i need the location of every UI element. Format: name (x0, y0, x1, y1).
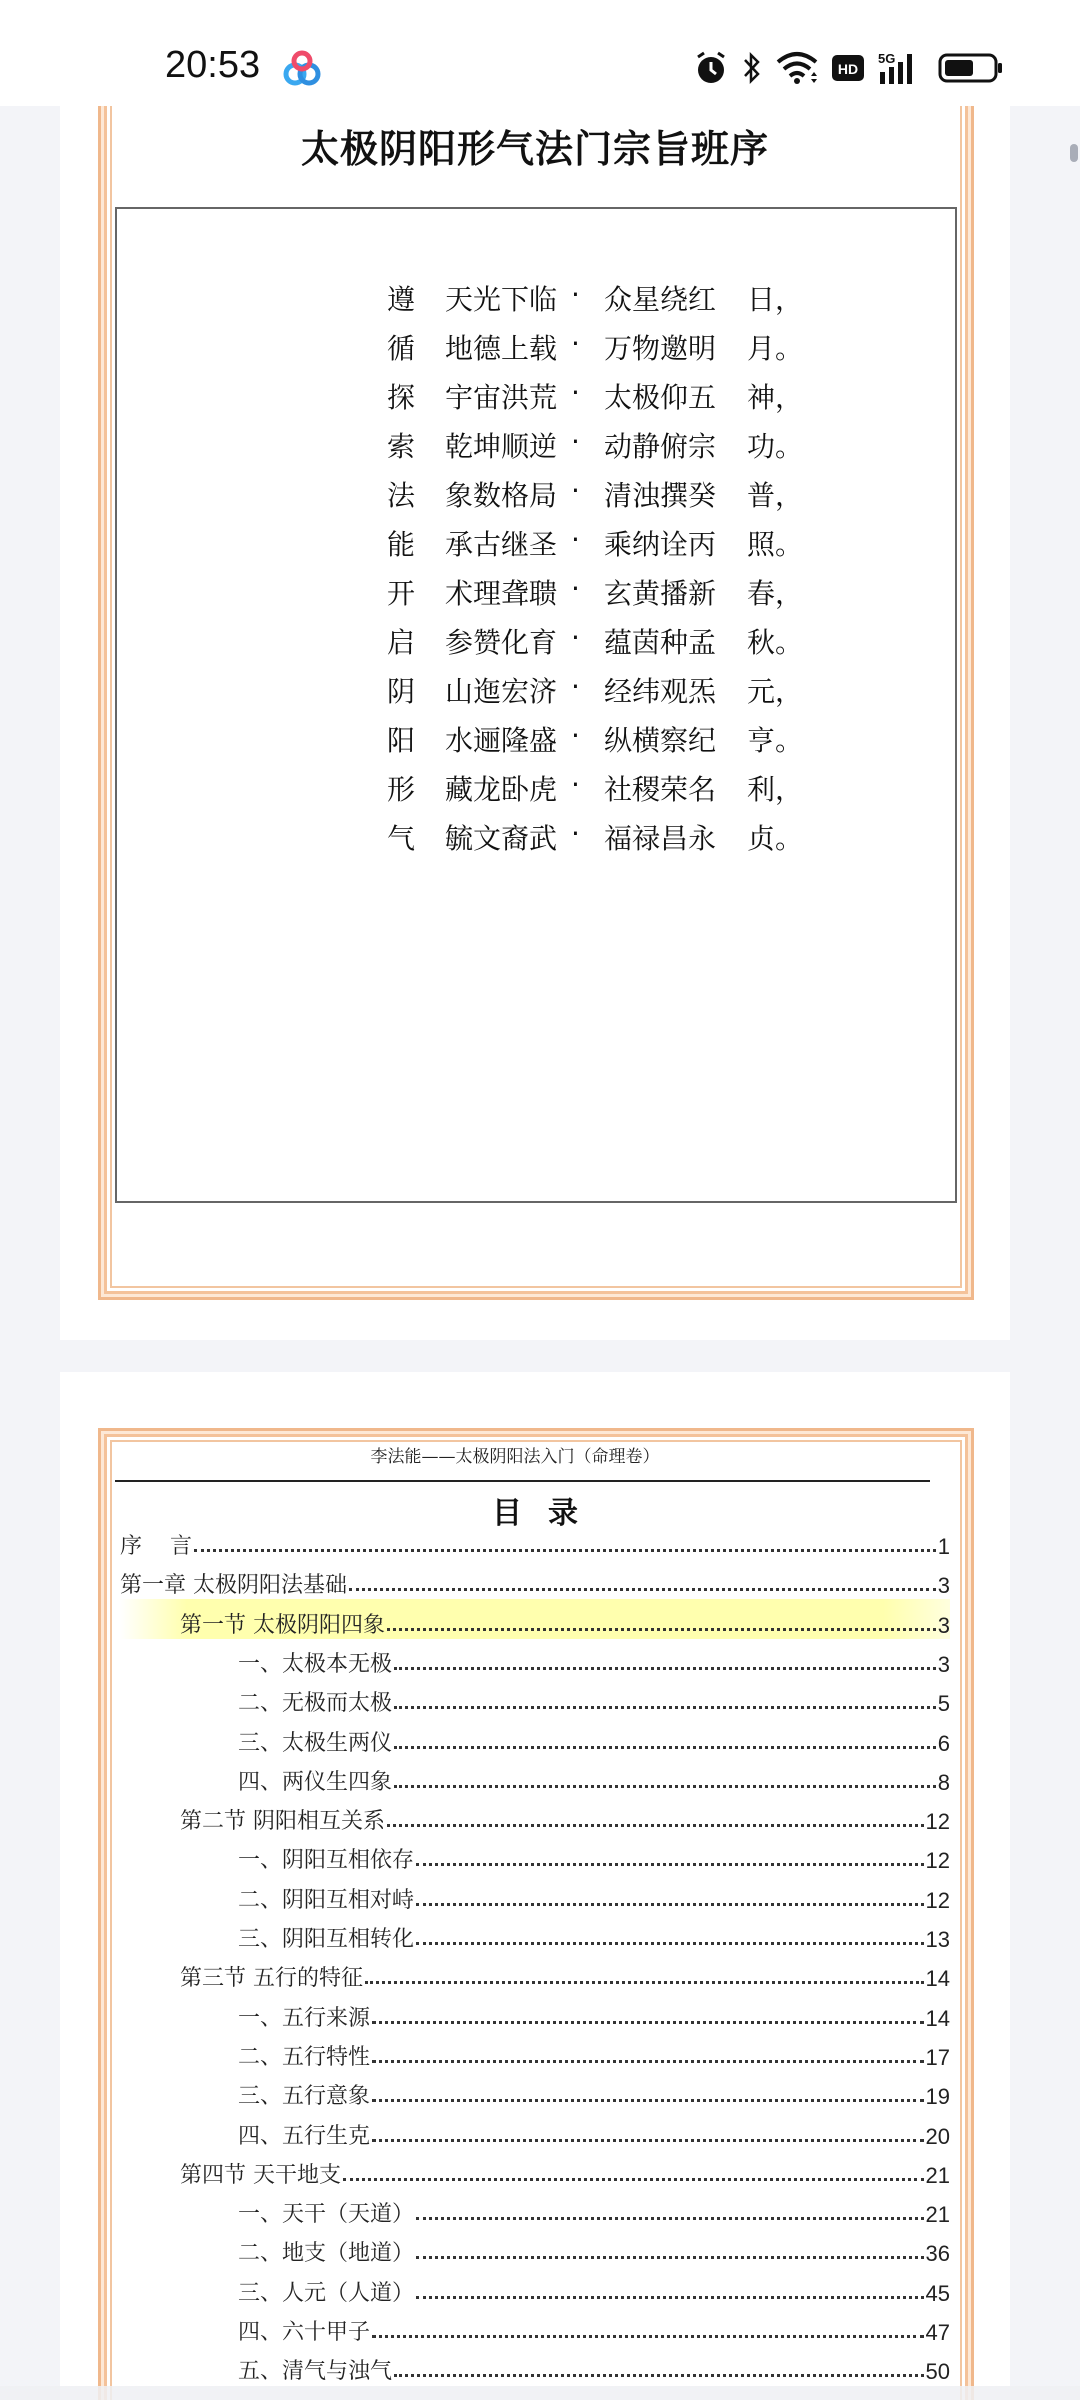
poem-head-char: 形 (387, 773, 416, 806)
toc-page-number: 12 (925, 1887, 950, 1913)
toc-entry[interactable] (120, 1677, 950, 1717)
dot-leader (387, 1824, 924, 1827)
toc-page-number: 3 (937, 1651, 950, 1677)
poem-first-phrase: 水逦隆盛 (445, 724, 558, 757)
poem-separator: · (571, 670, 580, 703)
toc-entry[interactable] (120, 1638, 950, 1678)
dot-leader (416, 2256, 924, 2259)
dot-leader (394, 1746, 936, 1749)
toc-page-number: 19 (925, 2084, 950, 2110)
page-title: 太极阴阳形气法门宗旨班序 (300, 126, 769, 171)
svg-text:5G: 5G (878, 51, 896, 66)
toc-title: 目录 (492, 1496, 604, 1531)
poem-line (117, 474, 959, 524)
poem-head-char: 阴 (387, 675, 416, 708)
poem-separator: · (571, 278, 580, 311)
toc-entry[interactable] (120, 1520, 950, 1560)
bottom-edge (0, 2386, 1080, 2400)
poem-line (117, 425, 959, 475)
poem-head-char: 循 (387, 332, 416, 365)
wifi-icon (776, 50, 818, 86)
poem-tail-char: 利， (747, 773, 804, 806)
toc-entry[interactable] (120, 1834, 950, 1874)
poem-head-char: 探 (387, 381, 416, 414)
dot-leader (394, 1785, 936, 1788)
toc-entry-label: 五、清气与浊气 (238, 2359, 393, 2385)
poem-line (117, 719, 959, 769)
status-bar (0, 0, 1080, 106)
document-page-2 (60, 1372, 1010, 2400)
poem-second-phrase: 社稷荣名 (604, 773, 717, 806)
toc-entry-label: 一、太极本无极 (238, 1651, 393, 1677)
toc-entry[interactable] (120, 1913, 950, 1953)
toc-page-number: 17 (925, 2044, 950, 2070)
toc-entry-label: 一、阴阳互相依存 (238, 1848, 415, 1874)
toc-entry-label: 三、阴阳互相转化 (238, 1927, 415, 1952)
poem-separator: · (571, 572, 580, 605)
toc-page-number: 20 (925, 2123, 950, 2149)
dot-leader (394, 2374, 924, 2377)
toc-entry[interactable] (120, 2110, 950, 2150)
toc-entry[interactable] (120, 2306, 950, 2346)
cloud-drive-app-icon (282, 48, 322, 88)
svg-text:HD: HD (837, 61, 859, 77)
toc-page-number: 14 (925, 2005, 950, 2031)
poem-first-phrase: 承古继圣 (445, 528, 558, 561)
status-time: 20:53 (165, 44, 261, 86)
toc-page-number: 12 (925, 1848, 950, 1874)
poem-separator: · (571, 327, 580, 360)
toc-entry-label: 二、五行特性 (238, 2044, 371, 2070)
toc-page-number: 13 (925, 1927, 950, 1952)
poem-second-phrase: 太极仰五 (604, 381, 717, 414)
poem-line (117, 768, 959, 818)
toc-entry[interactable] (120, 1952, 950, 1992)
poem-first-phrase: 象数格局 (445, 479, 558, 512)
dot-leader (349, 1588, 936, 1591)
poem-line (117, 572, 959, 622)
toc-page-number: 36 (925, 2241, 950, 2267)
poem-second-phrase: 纵横察纪 (604, 724, 717, 757)
poem-head-char: 气 (387, 822, 416, 855)
poem-second-phrase: 众星绕红 (604, 283, 717, 316)
status-icons (694, 48, 1004, 88)
poem-tail-char: 春， (747, 577, 804, 610)
dot-leader (372, 2335, 924, 2338)
poem-first-phrase: 术理聋聩 (445, 577, 558, 610)
toc-entry[interactable] (120, 1874, 950, 1914)
poem-second-phrase: 清浊撰癸 (604, 479, 717, 512)
dot-leader (387, 1628, 936, 1631)
poem-tail-char: 普， (747, 479, 804, 512)
poem-second-phrase: 万物邀明 (604, 332, 717, 365)
toc-entry-label: 一、天干（天道） (238, 2202, 415, 2228)
toc-entry-label: 三、太极生两仪 (238, 1730, 393, 1756)
poem-separator: · (571, 768, 580, 801)
toc-page-number: 6 (937, 1730, 950, 1756)
signal-5g-icon (878, 50, 924, 86)
poem-separator: · (571, 817, 580, 850)
poem-head-char: 阳 (387, 724, 416, 757)
toc-page-number: 8 (937, 1769, 950, 1795)
poem-second-phrase: 福禄昌永 (604, 822, 717, 855)
dot-leader (394, 1667, 936, 1670)
scrollbar-thumb[interactable] (1070, 144, 1078, 162)
toc-entry-label: 四、两仪生四象 (238, 1769, 393, 1795)
toc-entry-label: 第四节 天干地支 (180, 2162, 341, 2188)
poem-tail-char: 功。 (747, 430, 804, 463)
poem-separator: · (571, 474, 580, 507)
dot-leader (372, 2099, 924, 2102)
poem-line (117, 376, 959, 426)
poem-second-phrase: 动静俯宗 (604, 430, 717, 463)
toc-entry[interactable] (120, 2345, 950, 2385)
poem-tail-char: 贞。 (747, 822, 804, 855)
poem-line (117, 817, 959, 867)
toc-entry-label: 二、地支（地道） (238, 2241, 415, 2267)
toc-page-number: 1 (937, 1534, 950, 1559)
toc-entry[interactable] (120, 1559, 950, 1599)
poem-separator: · (571, 425, 580, 458)
dot-leader (416, 2217, 924, 2220)
toc-page-number: 5 (937, 1691, 950, 1717)
dot-leader (416, 2296, 924, 2299)
dot-leader (416, 1903, 924, 1906)
toc-entry-label: 三、五行意象 (238, 2084, 371, 2110)
toc-entry-label: 四、五行生克 (238, 2123, 371, 2149)
dot-leader (416, 1942, 924, 1945)
hd-icon (832, 53, 864, 83)
poem-tail-char: 月。 (747, 332, 804, 365)
poem-separator: · (571, 523, 580, 556)
toc-entry[interactable] (120, 2031, 950, 2071)
toc-entry[interactable] (120, 2267, 950, 2307)
toc-page-number: 21 (925, 2162, 950, 2188)
toc-entry[interactable] (120, 1992, 950, 2032)
alarm-icon (694, 50, 728, 86)
poem-first-phrase: 藏龙卧虎 (445, 773, 558, 806)
battery-icon (938, 52, 1004, 84)
toc-entry-label: 序 言 (120, 1534, 192, 1559)
toc-page-number: 12 (925, 1809, 950, 1835)
toc-entry-label: 二、无极而太极 (238, 1691, 393, 1717)
bluetooth-icon (742, 50, 762, 86)
poem-head-char: 索 (387, 430, 416, 463)
poem-first-phrase: 山迤宏济 (445, 675, 558, 708)
poem-second-phrase: 乘纳诠丙 (604, 528, 717, 561)
poem-tail-char: 照。 (747, 528, 804, 561)
poem-tail-char: 日， (747, 283, 804, 316)
dot-leader (372, 2139, 924, 2142)
toc-entry[interactable] (120, 2188, 950, 2228)
poem-first-phrase: 天光下临 (445, 283, 558, 316)
poem-second-phrase: 经纬观炁 (604, 675, 717, 708)
toc-entry-label: 四、六十甲子 (238, 2320, 371, 2345)
toc-entry-label: 第三节 五行的特征 (180, 1966, 363, 1992)
toc-page-number: 47 (925, 2320, 950, 2345)
toc-entry-label: 第一章 太极阴阳法基础 (120, 1573, 347, 1599)
toc-entry-label: 一、五行来源 (238, 2005, 371, 2031)
dot-leader (416, 1863, 924, 1866)
toc-entry[interactable] (120, 1756, 950, 1796)
toc-page-number: 3 (937, 1573, 950, 1599)
dot-leader (194, 1549, 936, 1552)
toc-entry-label: 第二节 阴阳相互关系 (180, 1809, 385, 1835)
toc-entry-label: 第一节 太极阴阳四象 (180, 1612, 385, 1638)
dot-leader (394, 1706, 936, 1709)
toc-page-number: 14 (925, 1966, 950, 1992)
poem-head-char: 能 (387, 528, 416, 561)
poem-head-char: 遵 (387, 283, 416, 316)
dot-leader (343, 2178, 924, 2181)
toc-entry[interactable] (120, 2227, 950, 2267)
toc-entry[interactable] (120, 1717, 950, 1757)
toc-page-number: 3 (937, 1612, 950, 1638)
poem-line (117, 327, 959, 377)
toc-entry-highlighted[interactable] (120, 1599, 950, 1639)
running-header: 李法能——太极阴阳法入门（命理卷） (370, 1447, 660, 1467)
poem-second-phrase: 玄黄播新 (604, 577, 717, 610)
toc-page-number: 45 (925, 2280, 950, 2306)
toc-entry-label: 二、阴阳互相对峙 (238, 1887, 415, 1913)
dot-leader (372, 2060, 924, 2063)
poem-box (115, 207, 957, 1203)
poem-line (117, 621, 959, 671)
poem-head-char: 开 (387, 577, 416, 610)
poem-tail-char: 秋。 (747, 626, 804, 659)
poem-tail-char: 神， (747, 381, 804, 414)
poem-separator: · (571, 376, 580, 409)
poem-line (117, 523, 959, 573)
header-rule (115, 1480, 930, 1482)
poem-first-phrase: 毓文裔武 (445, 822, 558, 855)
toc-entry[interactable] (120, 2070, 950, 2110)
poem-first-phrase: 乾坤顺逆 (445, 430, 558, 463)
toc-entry[interactable] (120, 1795, 950, 1835)
toc-page-number: 21 (925, 2202, 950, 2228)
poem-line (117, 278, 959, 328)
document-page-1 (60, 106, 1010, 1340)
toc-entry[interactable] (120, 2149, 950, 2189)
poem-head-char: 启 (387, 626, 416, 659)
poem-tail-char: 亨。 (747, 724, 804, 757)
dot-leader (372, 2021, 924, 2024)
poem-first-phrase: 参赞化育 (445, 626, 558, 659)
toc-page-number: 50 (925, 2359, 950, 2385)
poem-separator: · (571, 719, 580, 752)
poem-tail-char: 元， (747, 675, 804, 708)
poem-separator: · (571, 621, 580, 654)
poem-first-phrase: 地德上载 (445, 332, 558, 365)
poem-first-phrase: 宇宙洪荒 (445, 381, 558, 414)
poem-line (117, 670, 959, 720)
poem-head-char: 法 (387, 479, 416, 512)
toc-entry-label: 三、人元（人道） (238, 2280, 415, 2306)
poem-second-phrase: 蕴茵种孟 (604, 626, 717, 659)
dot-leader (365, 1981, 924, 1984)
